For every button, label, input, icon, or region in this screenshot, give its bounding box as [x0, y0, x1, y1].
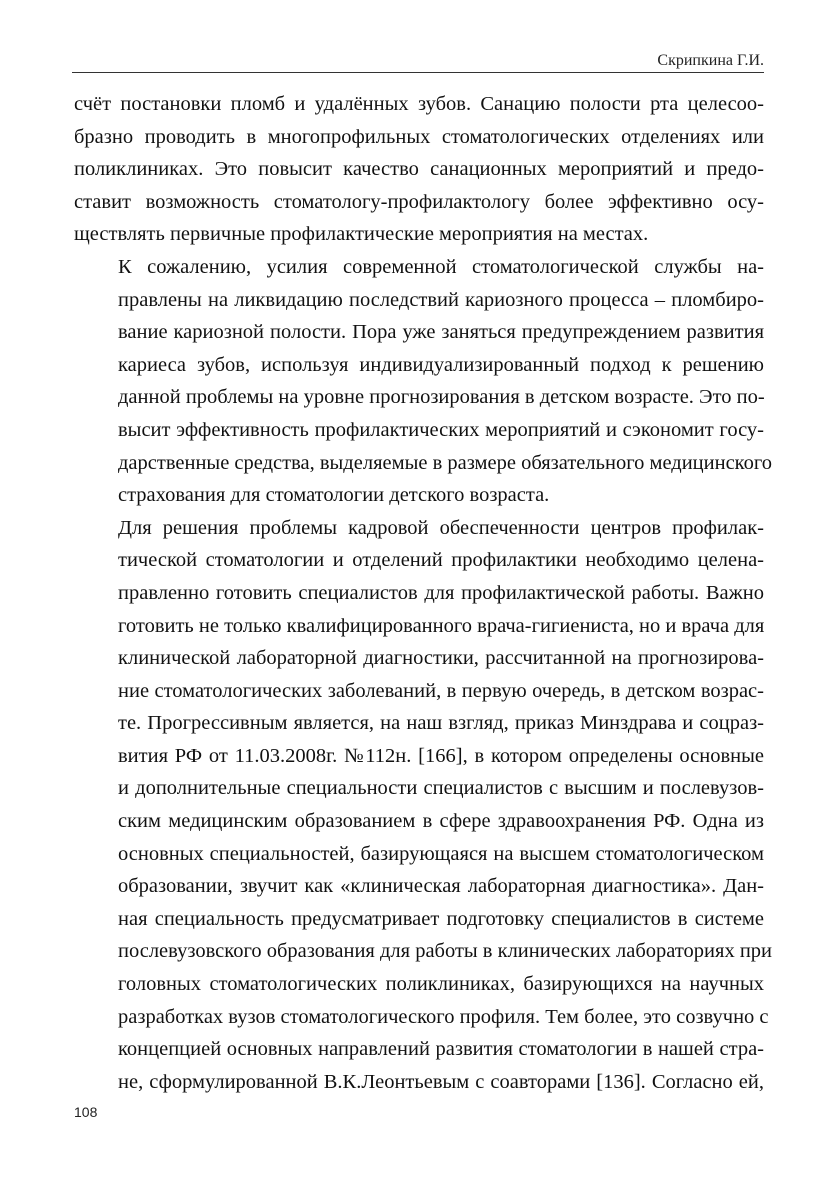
- body-text: [74, 88, 773, 1098]
- text-line: и дополнительные специальности специалистов с высшим и послевузов-: [118, 777, 764, 800]
- text-line: концепцией основных направлений развития стоматологии в нашей стра-: [118, 1038, 764, 1061]
- text-line: ние стоматологических заболеваний, в первую очередь, в детском возрас-: [118, 679, 764, 702]
- text-line: К сожалению, усилия современной стоматологической службы на-: [118, 255, 764, 278]
- text-line: головных стоматологических поликлиниках, базирующихся на научных: [118, 973, 764, 996]
- text-line: ским медицинским образованием в сфере здравоохранения РФ. Одна из: [118, 810, 764, 833]
- text-line: дарственные средства, выделяемые в размере обязательного медицинского: [118, 451, 772, 474]
- text-line: ществлять первичные профилактические мероприятия на местах.: [74, 223, 649, 246]
- text-line: основных специальностей, базирующаяся на высшем стоматологическом: [118, 842, 764, 865]
- paragraph-2: [74, 251, 772, 512]
- text-line: страхования для стоматологии детского возраста.: [118, 484, 550, 507]
- text-line: вание кариозной полости. Пора уже заняться предупреждением развития: [118, 321, 764, 344]
- text-line: ставит возможность стоматологу-профилактологу более эффективно осу-: [74, 190, 764, 213]
- text-line: те. Прогрессивным является, на наш взгляд, приказ Минздрава и соцраз-: [118, 712, 764, 735]
- text-line: правлены на ликвидацию последствий кариозного процесса – пломбиро-: [118, 288, 764, 311]
- text-line: образовании, звучит как «клиническая лабораторная диагностика». Дан-: [118, 875, 764, 898]
- header-rule: [72, 72, 764, 73]
- text-line: не, сформулированной В.К.Леонтьевым с соавторами [136]. Согласно ей,: [118, 1070, 764, 1093]
- text-line: высит эффективность профилактических мероприятий и сэкономит госу-: [118, 418, 764, 441]
- text-line: вития РФ от 11.03.2008г. №112н. [166], в котором определены основные: [118, 744, 764, 767]
- text-line: Для решения проблемы кадровой обеспеченности центров профилак-: [118, 516, 764, 539]
- text-line: бразно проводить в многопрофильных стоматологических отделениях или: [74, 125, 764, 148]
- text-line: клинической лабораторной диагностики, рассчитанной на прогнозирова-: [118, 647, 764, 670]
- text-line: правленно готовить специалистов для профилактической работы. Важно: [118, 581, 764, 604]
- text-line: поликлиниках. Это повысит качество санационных мероприятий и предо-: [74, 158, 764, 181]
- running-header-author: Скрипкина Г.И.: [657, 52, 764, 69]
- text-line: послевузовского образования для работы в клинических лабораториях при: [118, 940, 773, 963]
- paragraph-1: [74, 88, 764, 251]
- text-line: готовить не только квалифицированного врача-гигиениста, но и врача для: [118, 614, 765, 637]
- page-number: 108: [74, 1104, 98, 1120]
- text-line: данной проблемы на уровне прогнозирования в детском возрасте. Это по-: [118, 386, 765, 409]
- text-line: ная специальность предусматривает подготовку специалистов в системе: [118, 907, 764, 930]
- text-line: счёт постановки пломб и удалённых зубов. Санацию полости рта целесоо-: [74, 93, 764, 115]
- text-line: кариеса зубов, используя индивидуализированный подход к решению: [118, 353, 764, 376]
- text-line: разработках вузов стоматологического профиля. Тем более, это созвучно с: [118, 1005, 769, 1028]
- text-line: тической стоматологии и отделений профилактики необходимо целена-: [118, 549, 764, 572]
- paragraph-3: [74, 512, 773, 1099]
